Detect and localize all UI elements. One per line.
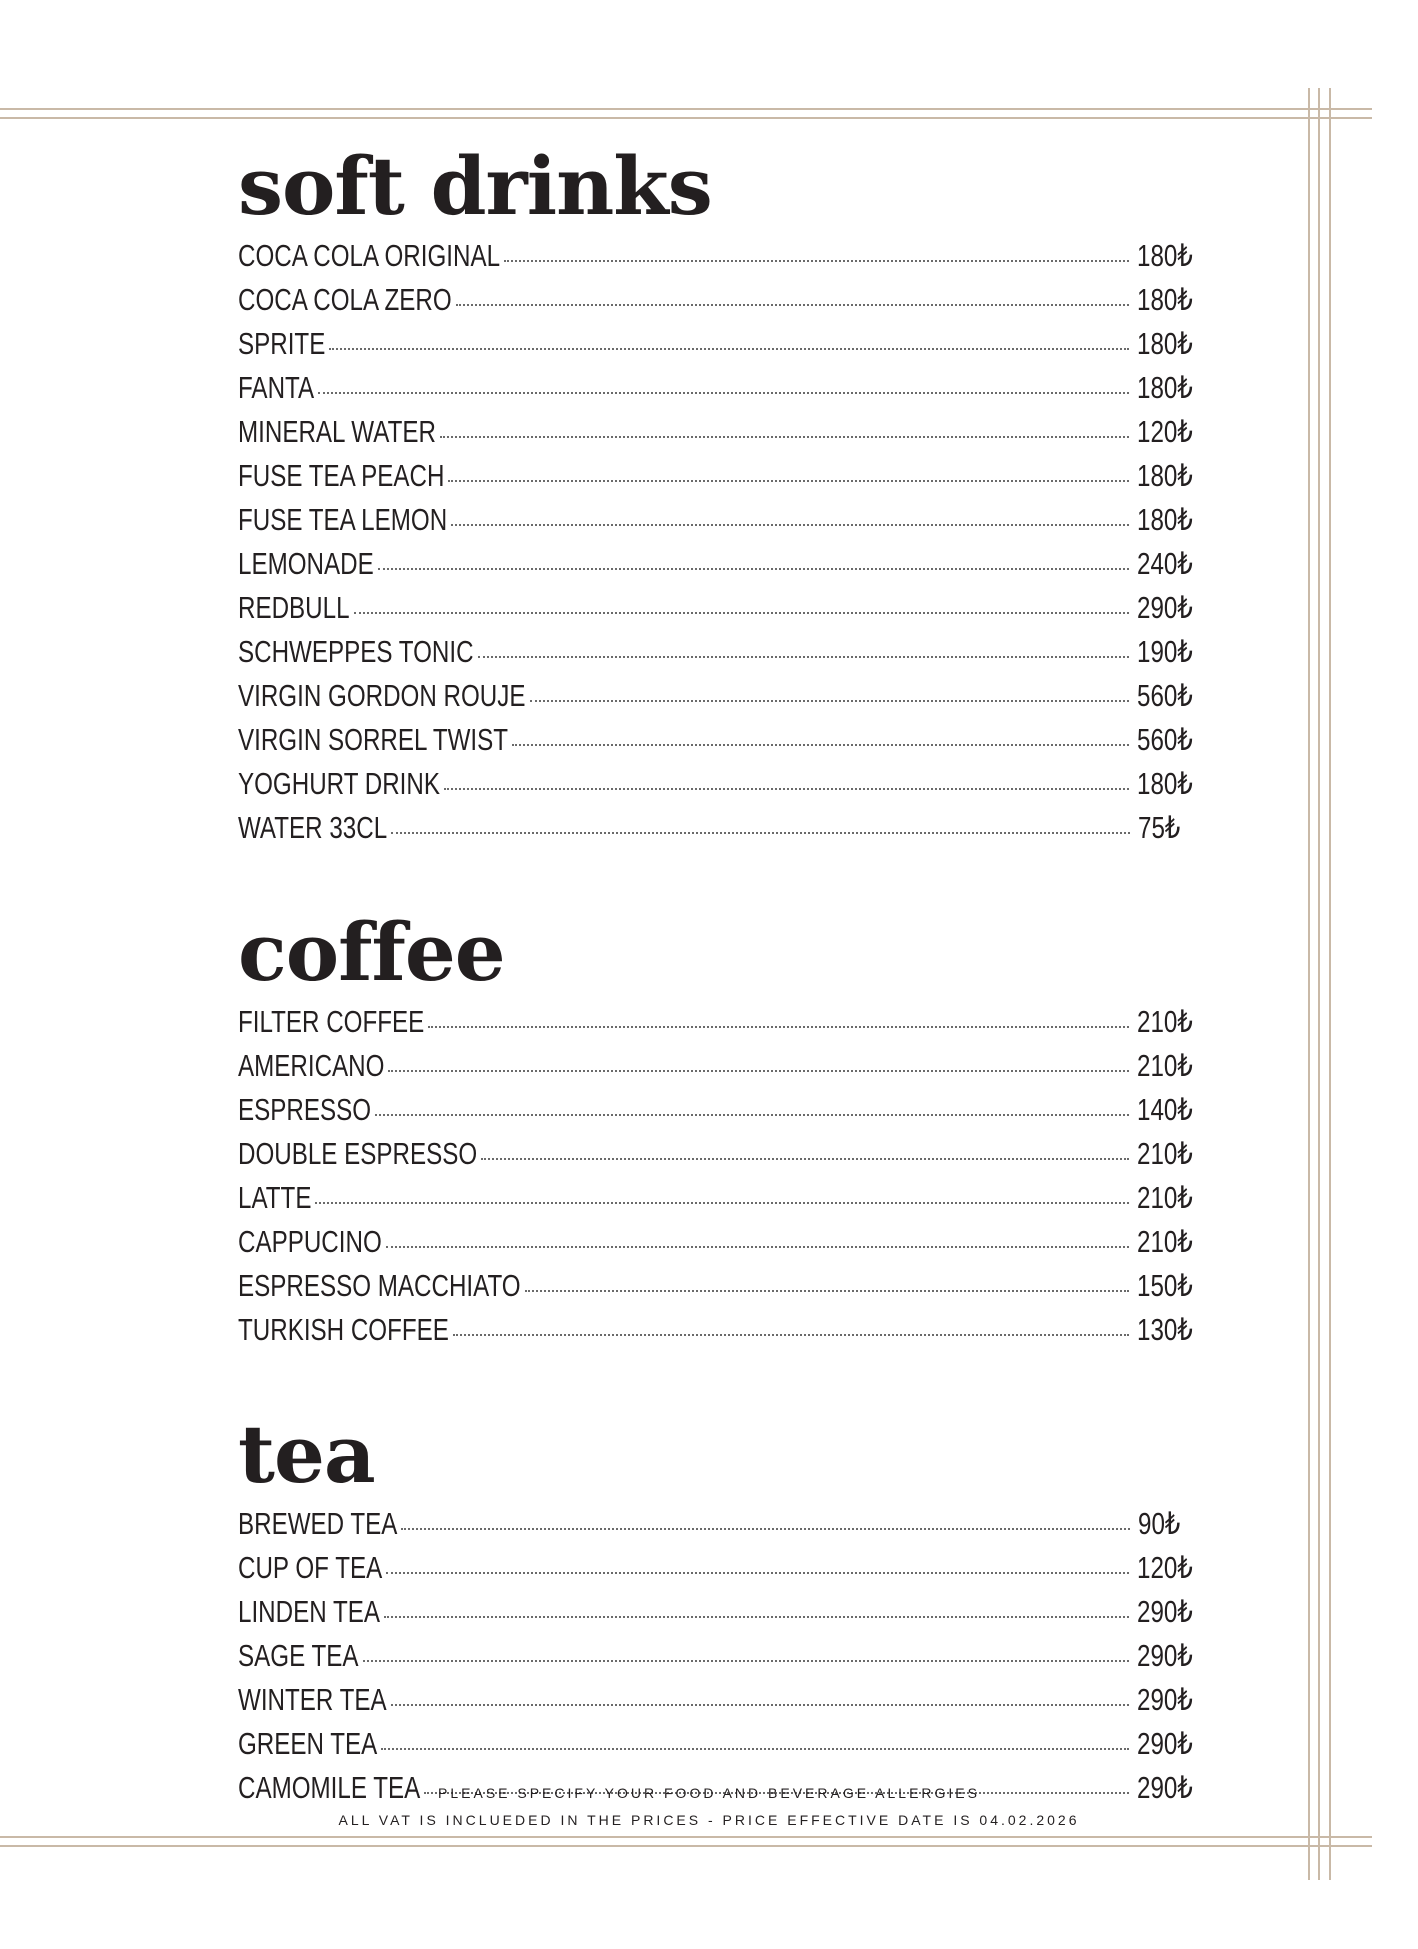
item-name: FANTA — [238, 370, 315, 405]
item-price: 560₺ — [1136, 678, 1193, 713]
vat-notice: ALL VAT IS INCLUEDED IN THE PRICES - PRICE EFFECTIVE DATE IS 04.02.2026 — [338, 1812, 1080, 1828]
item-name: AMERICANO — [238, 1048, 385, 1083]
menu-item — [238, 810, 1208, 854]
dot-leader — [530, 700, 1129, 702]
menu-item — [238, 722, 1208, 766]
menu-item — [238, 458, 1208, 502]
menu-item — [238, 370, 1208, 414]
dot-leader — [375, 1114, 1129, 1116]
item-price: 290₺ — [1136, 1726, 1193, 1761]
section-title: tea — [238, 1407, 375, 1501]
item-price: 130₺ — [1136, 1312, 1193, 1347]
item-name: SCHWEPPES TONIC — [238, 634, 474, 669]
item-name: MINERAL WATER — [238, 414, 436, 449]
allergy-notice: PLEASE SPECIFY YOUR FOOD AND BEVERAGE ALLERGIES — [438, 1785, 980, 1801]
dot-leader — [354, 612, 1129, 614]
item-name: DOUBLE ESPRESSO — [238, 1136, 478, 1171]
item-price: 120₺ — [1136, 414, 1193, 449]
item-price: 210₺ — [1136, 1004, 1193, 1039]
dot-leader — [378, 568, 1129, 570]
item-name: ESPRESSO MACCHIATO — [238, 1268, 521, 1303]
item-name: VIRGIN SORREL TWIST — [238, 722, 509, 757]
item-price: 180₺ — [1136, 502, 1193, 537]
item-name: CAMOMILE TEA — [238, 1770, 421, 1805]
menu-item — [238, 1726, 1208, 1770]
dot-leader — [481, 1158, 1128, 1160]
item-price: 290₺ — [1136, 1638, 1193, 1673]
item-price: 290₺ — [1136, 1770, 1193, 1805]
item-price: 290₺ — [1136, 1682, 1193, 1717]
item-name: WINTER TEA — [238, 1682, 387, 1717]
dot-leader — [451, 524, 1128, 526]
item-price: 240₺ — [1136, 546, 1193, 581]
item-price: 190₺ — [1136, 634, 1193, 669]
menu-item — [238, 1092, 1208, 1136]
dot-leader — [448, 480, 1128, 482]
item-price: 75₺ — [1138, 810, 1181, 845]
menu-item — [238, 1224, 1208, 1268]
item-name: FUSE TEA PEACH — [238, 458, 445, 493]
item-price: 150₺ — [1136, 1268, 1193, 1303]
drinks-menu — [238, 140, 1208, 1814]
menu-item — [238, 546, 1208, 590]
item-name: REDBULL — [238, 590, 350, 625]
item-name: FILTER COFFEE — [238, 1004, 425, 1039]
dot-leader — [388, 1070, 1128, 1072]
dot-leader — [456, 304, 1129, 306]
menu-item — [238, 634, 1208, 678]
item-name: LATTE — [238, 1180, 312, 1215]
dot-leader — [381, 1748, 1128, 1750]
bottom-border-line — [0, 1836, 1372, 1838]
dot-leader — [391, 832, 1130, 834]
item-name: TURKISH COFFEE — [238, 1312, 449, 1347]
section-title: soft drinks — [238, 139, 712, 233]
dot-leader — [386, 1572, 1128, 1574]
dot-leader — [440, 436, 1129, 438]
item-price: 210₺ — [1136, 1224, 1193, 1259]
menu-item — [238, 414, 1208, 458]
item-name: FUSE TEA LEMON — [238, 502, 448, 537]
item-price: 180₺ — [1136, 238, 1193, 273]
item-price: 90₺ — [1138, 1506, 1181, 1541]
menu-item — [238, 590, 1208, 634]
section-title: coffee — [238, 905, 505, 999]
menu-item — [238, 1312, 1208, 1356]
dot-leader — [512, 744, 1129, 746]
item-name: YOGHURT DRINK — [238, 766, 440, 801]
item-name: SPRITE — [238, 326, 326, 361]
item-name: VIRGIN GORDON ROUJE — [238, 678, 526, 713]
item-name: CAPPUCINO — [238, 1224, 382, 1259]
right-border-line — [1318, 88, 1320, 1880]
menu-item — [238, 1638, 1208, 1682]
item-name: CUP OF TEA — [238, 1550, 383, 1585]
menu-item — [238, 326, 1208, 370]
menu-item — [238, 1180, 1208, 1224]
right-border-line — [1329, 88, 1331, 1880]
dot-leader — [478, 656, 1129, 658]
bottom-border-line — [0, 1845, 1372, 1847]
item-price: 140₺ — [1136, 1092, 1193, 1127]
item-name: COCA COLA ZERO — [238, 282, 452, 317]
dot-leader — [525, 1290, 1129, 1292]
item-name: COCA COLA ORIGINAL — [238, 238, 501, 273]
dot-leader — [444, 788, 1129, 790]
menu-item — [238, 1682, 1208, 1726]
item-name: ESPRESSO — [238, 1092, 372, 1127]
menu-item — [238, 678, 1208, 722]
item-price: 290₺ — [1136, 590, 1193, 625]
item-name: LINDEN TEA — [238, 1594, 380, 1629]
item-price: 180₺ — [1136, 370, 1193, 405]
menu-section — [238, 906, 1208, 1356]
dot-leader — [401, 1528, 1130, 1530]
right-border-line — [1308, 88, 1310, 1880]
menu-item — [238, 1048, 1208, 1092]
item-price: 180₺ — [1136, 766, 1193, 801]
menu-item — [238, 238, 1208, 282]
menu-section — [238, 1408, 1208, 1814]
dot-leader — [329, 348, 1128, 350]
item-name: SAGE TEA — [238, 1638, 359, 1673]
item-name: BREWED TEA — [238, 1506, 398, 1541]
item-price: 290₺ — [1136, 1594, 1193, 1629]
item-price: 180₺ — [1136, 458, 1193, 493]
menu-footer — [0, 1780, 1418, 1834]
dot-leader — [386, 1246, 1129, 1248]
dot-leader — [384, 1616, 1129, 1618]
dot-leader — [391, 1704, 1129, 1706]
item-name: WATER 33CL — [238, 810, 388, 845]
menu-section — [238, 140, 1208, 854]
item-price: 210₺ — [1136, 1180, 1193, 1215]
top-border-line — [0, 108, 1372, 110]
item-name: GREEN TEA — [238, 1726, 378, 1761]
menu-item — [238, 1594, 1208, 1638]
dot-leader — [318, 392, 1128, 394]
dot-leader — [363, 1660, 1129, 1662]
dot-leader — [504, 260, 1129, 262]
menu-item — [238, 282, 1208, 326]
dot-leader — [428, 1026, 1128, 1028]
menu-item — [238, 1506, 1208, 1550]
item-name: LEMONADE — [238, 546, 374, 581]
menu-item — [238, 1004, 1208, 1048]
item-price: 120₺ — [1136, 1550, 1193, 1585]
menu-item — [238, 766, 1208, 810]
menu-item — [238, 1136, 1208, 1180]
item-price: 180₺ — [1136, 282, 1193, 317]
menu-item — [238, 1268, 1208, 1312]
top-border-line — [0, 117, 1372, 119]
menu-item — [238, 1550, 1208, 1594]
dot-leader — [453, 1334, 1129, 1336]
menu-item — [238, 502, 1208, 546]
item-price: 180₺ — [1136, 326, 1193, 361]
item-price: 210₺ — [1136, 1048, 1193, 1083]
item-price: 210₺ — [1136, 1136, 1193, 1171]
dot-leader — [315, 1202, 1128, 1204]
item-price: 560₺ — [1136, 722, 1193, 757]
